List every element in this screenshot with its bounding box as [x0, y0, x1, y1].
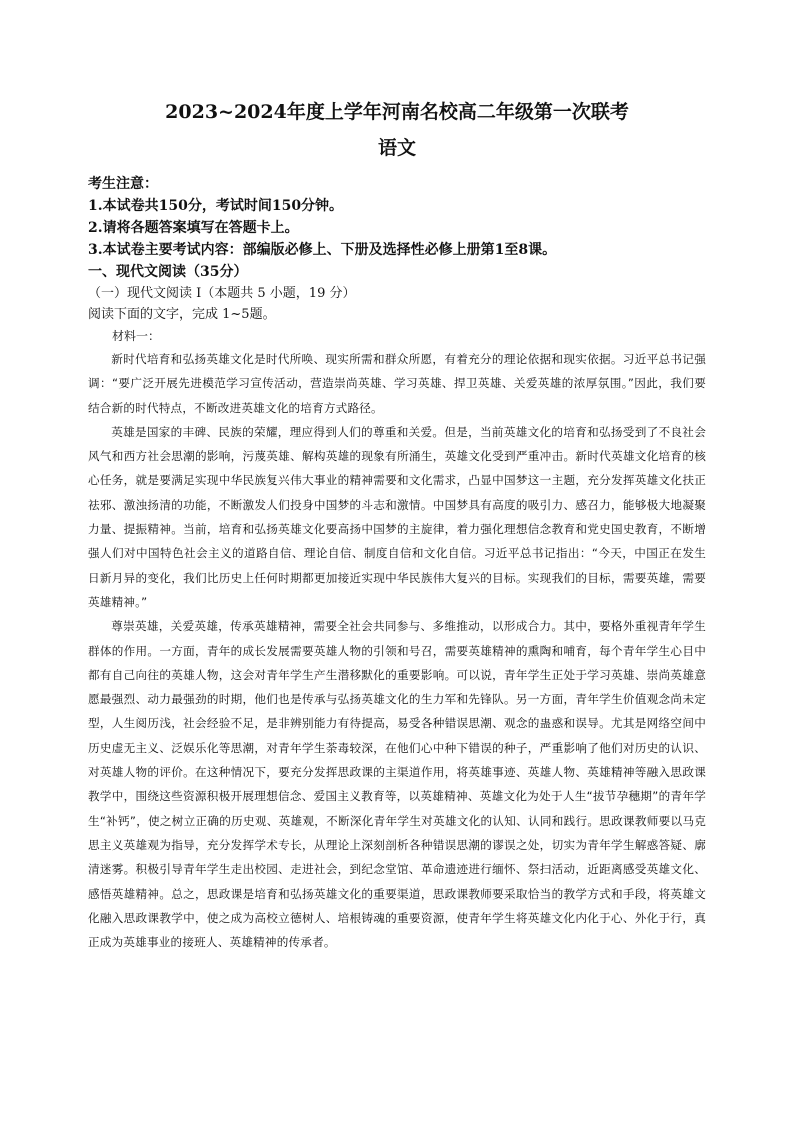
notice-item-2: 2.请将各题答案填写在答题卡上。: [88, 220, 299, 236]
paragraph-3: 尊崇英雄，关爱英雄，传承英雄精神，需要全社会共同参与、多维推动，以形成合力。其中，要格外重视青年学生群体的作用。一方面，青年的成长发展需要英雄人物的引领和号召，需要英雄精神的熏陶和哺育，每个青年学生心目中都有自己向往的英雄人物，这会对青年学生产生潜移默化的重要影响。可以说，青年学生正处于学习英雄、崇尚英雄意愿最强烈、动力最强劲的时期，他们也是传承与弘扬英雄文化的生力军和先锋队。另一方面，青年学生价值观念尚未定型，人生阅历浅，社会经验不足，是非辨别能力有待提高，易受各种错误思潮、观念的蛊惑和误导。尤其是网络空间中历史虚无主义、泛娱乐化等思潮，对青年学生荼毒较深，在他们心中种下错误的种子，严重影响了他们对历史的认识、对英雄人物的评价。在这种情况下，要充分发挥思政课的主渠道作用，将英雄事迹、英雄人物、英雄精神等融入思政课教学中，围绕这些资源积极开展理想信念、爱国主义教育等，以英雄精神、英雄文化为处于人生“拔节孕穗期”的青年学生“补钙”，使之树立正确的历史观、英雄观，不断深化青年学生对英雄文化的认知、认同和践行。思政课教师要以马克思主义英雄观为指导，充分发挥学术专长，从理论上深刻剖析各种错误思潮的谬误之处，切实为青年学生解惑答疑、廓清迷雾。积极引导青年学生走出校园、走进社会，到纪念堂馆、革命遗迹进行缅怀、祭扫活动，近距离感受英雄文化、感悟英雄精神。总之，思政课是培育和弘扬英雄文化的重要渠道，思政课教师要采取恰当的教学方式和手段，将英雄文化融入思政课教学中，使之成为高校立德树人、培根铸魂的重要资源，使青年学生将英雄文化内化于心、外化于行，真正成为英雄事业的接班人、英雄精神的传承者。: [88, 619, 706, 950]
notice-heading: 考生注意：: [88, 176, 158, 192]
exam-title: 2023~2024年度上学年河南名校高二年级第一次联考: [165, 101, 629, 123]
exam-subject: 语文: [377, 137, 416, 159]
paragraph-1: 新时代培育和弘扬英雄文化是时代所唤、现实所需和群众所愿，有着充分的理论依据和现实依据。习近平总书记强调：“要广泛开展先进模范学习宣传活动，营造崇尚英雄、学习英雄、捍卫英雄、关爱英雄的浓厚氛围。”因此，我们要结合新的时代特点，不断改进英雄文化的培育方式路径。: [88, 352, 706, 415]
subsection-title: （一）现代文阅读 I（本题共 5 小题，19 分）: [88, 286, 356, 301]
paragraph-2: 英雄是国家的丰碑、民族的荣耀，理应得到人们的尊重和关爱。但是，当前英雄文化的培育和弘扬受到了不良社会风气和西方社会思潮的影响，污蔑英雄、解构英雄的现象有所涌生，英雄文化受到严重冲击。新时代英雄文化培育的核心任务，就是要满足实现中华民族复兴伟大事业的精神需要和文化需求，凸显中国梦这一主题，充分发挥英雄文化扶正祛邪、激浊扬清的功能，不断激发人们投身中国梦的斗志和激情。中国梦具有高度的吸引力、感召力，能够极大地凝聚力量、提振精神。当前，培育和弘扬英雄文化要高扬中国梦的主旋律，着力强化理想信念教育和党史国史教育，不断增强人们对中国特色社会主义的道路自信、理论自信、制度自信和文化自信。习近平总书记指出：“今天，中国正在发生日新月异的变化，我们比历史上任何时期都更加接近实现中华民族伟大复兴的目标。实现我们的目标，需要英雄，需要英雄精神。”: [88, 424, 706, 609]
notice-item-1: 1.本试卷共150分，考试时间150分钟。: [88, 198, 344, 214]
reading-instruction: 阅读下面的文字，完成 1~5题。: [88, 307, 276, 322]
section-title: 一、现代文阅读（35分）: [88, 264, 248, 280]
material-label: 材料一：: [112, 329, 161, 343]
notice-item-3: 3.本试卷主要考试内容：部编版必修上、下册及选择性必修上册第1至8课。: [88, 242, 557, 258]
